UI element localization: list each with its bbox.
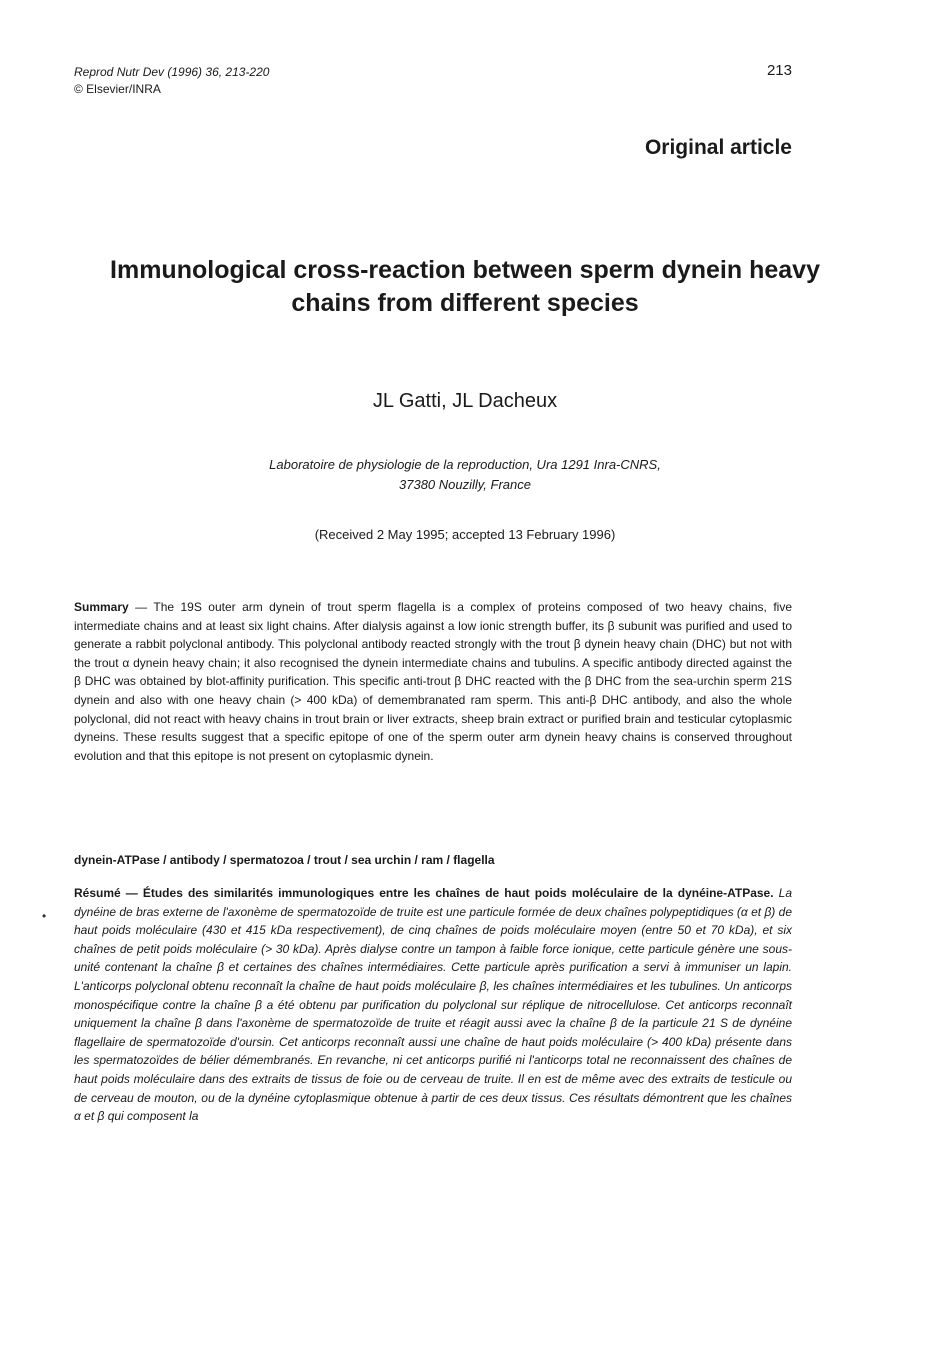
received-dates: (Received 2 May 1995; accepted 13 February 1996) [314,527,616,542]
journal-citation: Reprod Nutr Dev (1996) 36, 213-220 [74,65,270,79]
publisher: © Elsevier/INRA [74,82,161,96]
page-number: 213 [766,62,792,79]
authors: JL Gatti, JL Dacheux [372,390,558,412]
keywords: dynein-ATPase / antibody / spermatozoa / trout / sea urchin / ram / flagella [74,853,495,867]
article-type: Original article [644,136,792,159]
summary-heading: Summary [74,600,129,614]
margin-mark: • [42,909,47,923]
affiliation-line-1: Laboratoire de physiologie de la reproduction, Ura 1291 Inra-CNRS, [269,457,661,472]
resume-text: La dynéine de bras externe de l'axonème de spermatozoïde de truite est une particule formée de deux chaînes polypeptidiques (α et β) de haut poids moléculaire (430 et 415 kDa respectivement), de cinq chaînes de poids moléculaire moyen (entre 50 et 70 kDa), et six chaînes de petit poids moléculaire (> 30 kDa). Après dialyse contre un tampon à faible force ionique, cette particule génère une sous-unité contenant la chaîne β et certaines des chaînes intermédiaires. Cette particule après purification a servi à immuniser un lapin. L'anticorps polyclonal obtenu reconnaît la chaîne de haut poids moléculaire β, les chaînes intermédiaires et les tubulines. Un anticorps monospécifique contre la chaîne β a été obtenu par purification du polyclonal sur réplique de nitrocellulose. Cet anticorps reconnaît uniquement la chaîne β dans l'axonème de spermatozoïde de truite et réagit aussi avec la chaîne β de la particule 21 S de dynéine flagellaire de spermatozoïde d'oursin. Cet anticorps reconnaît aussi une chaîne de haut poids moléculaire (> 400 kDa) présente dans les spermatozoïdes de bélier démembranés. En revanche, ni cet anticorps purifié ni l'anticorps total ne reconnaissent des chaînes de haut poids moléculaire dans des extraits de tissus de foie ou de cerveau de truite. Il en est de même avec des extraits de testicule ou de cerveau de mouton, ou de la dynéine cytoplasmique obtenue à partir de ces deux tissus. Ces résultats démontrent que les chaînes α et β qui composent la [74,886,793,1124]
resume-heading: Résumé — Études des similarités immunologiques entre les chaînes de haut poids moléculaire de la dynéine-ATPase. [74,886,774,900]
summary-text: — The 19S outer arm dynein of trout sperm flagella is a complex of proteins composed of two heavy chains, five intermediate chains and at least six light chains. After dialysis against a low ionic strength buffer, its β subunit was purified and used to generate a rabbit polyclonal antibody. This polyclonal antibody reacted strongly with the trout β dynein heavy chain (DHC) but not with the trout α dynein heavy chain; it also recognised the dynein intermediate chains and tubulins. A specific antibody directed against the β DHC was obtained by blot-affinity purification. This specific anti-trout β DHC reacted with the β DHC from the sea-urchin sperm 21S dynein and also with one heavy chain (> 400 kDa) of demembranated ram sperm. This anti-β DHC antibody, and also the whole polyclonal, did not react with heavy chains in trout brain or liver extracts, sheep brain extract or purified brain and testicular cytoplasmic dyneins. These results suggest that a specific epitope of one of the sperm outer arm dynein heavy chains is conserved throughout evolution and that this epitope is not present on cytoplasmic dynein. [74,600,792,763]
resume-paragraph [74,884,792,1126]
affiliation-line-2: 37380 Nouzilly, France [399,477,531,492]
journal-citation-block [74,64,269,98]
summary-paragraph [74,598,792,765]
paper-title: Immunological cross-reaction between sperm dynein heavy chains from different species [110,256,820,317]
affiliation [100,455,830,495]
